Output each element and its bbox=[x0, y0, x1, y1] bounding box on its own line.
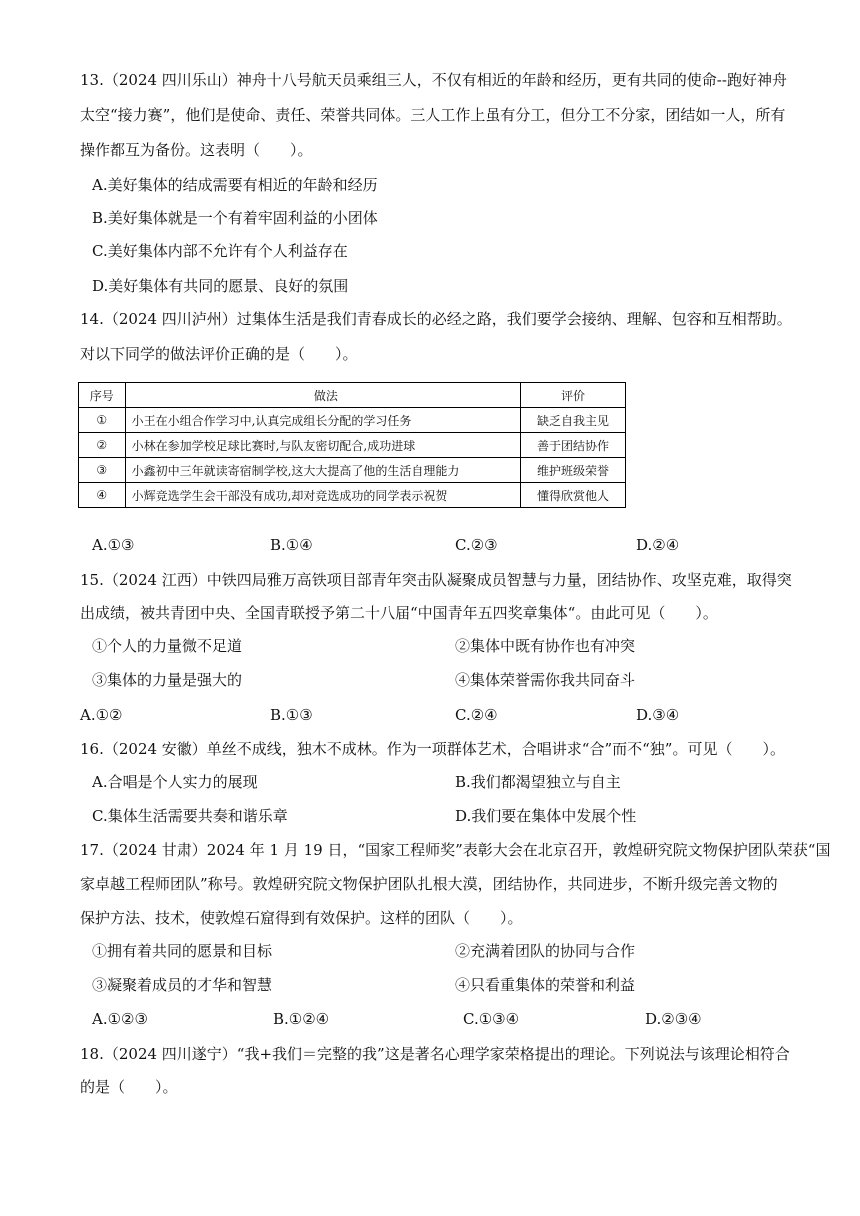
q13-stem-line-2: 太空“接力赛”，他们是使命、责任、荣誉共同体。三人工作上虽有分工，但分工不分家，团结如一人，所有 bbox=[80, 106, 786, 124]
table-cell-evaluation: 维护班级荣誉 bbox=[521, 458, 626, 483]
q16-option-d: D.我们要在集体中发展个性 bbox=[455, 807, 637, 825]
q15-statement-4: ④集体荣誉需你我共同奋斗 bbox=[455, 671, 636, 689]
q17-stem-line-3: 保护方法、技术，使敦煌石窟得到有效保护。这样的团队（ ）。 bbox=[80, 909, 523, 927]
q13-option-d: D.美好集体有共同的愿景、良好的氛围 bbox=[92, 277, 349, 295]
q16-option-c: C.集体生活需要共奏和谐乐章 bbox=[92, 807, 288, 825]
q15-option-a: A.①② bbox=[80, 706, 123, 724]
table-header-evaluation: 评价 bbox=[521, 383, 626, 408]
q17-statement-1: ①拥有着共同的愿景和目标 bbox=[92, 942, 273, 960]
table-cell-index: ③ bbox=[79, 458, 126, 483]
q16-option-b: B.我们都渴望独立与自主 bbox=[455, 773, 621, 791]
table-row bbox=[79, 408, 626, 433]
table-cell-evaluation: 懂得欣赏他人 bbox=[521, 483, 626, 508]
table-cell-index: ② bbox=[79, 433, 126, 458]
table-cell-action: 小林在参加学校足球比赛时,与队友密切配合,成功进球 bbox=[125, 433, 521, 458]
table-row bbox=[79, 458, 626, 483]
table-cell-action: 小辉竞选学生会干部没有成功,却对竞选成功的同学表示祝贺 bbox=[125, 483, 521, 508]
q14-option-b: B.①④ bbox=[270, 536, 313, 554]
table-cell-evaluation: 善于团结协作 bbox=[521, 433, 626, 458]
table-cell-index: ④ bbox=[79, 483, 126, 508]
table-cell-evaluation: 缺乏自我主见 bbox=[521, 408, 626, 433]
q17-statement-3: ③凝聚着成员的才华和智慧 bbox=[92, 976, 273, 994]
q16-stem-line-1: 16.（2024 安徽）单丝不成线，独木不成林。作为一项群体艺术，合唱讲求“合”而不“独”。可见（ ）。 bbox=[80, 740, 785, 758]
q13-stem-line-3: 操作都互为备份。这表明（ ）。 bbox=[80, 141, 313, 159]
table-header-row bbox=[79, 383, 626, 408]
q17-option-a: A.①②③ bbox=[92, 1010, 148, 1028]
q13-option-a: A.美好集体的结成需要有相近的年龄和经历 bbox=[92, 176, 378, 194]
table-header-action: 做法 bbox=[125, 383, 521, 408]
table-row bbox=[79, 483, 626, 508]
q15-option-b: B.①③ bbox=[270, 706, 313, 724]
q14-table bbox=[78, 382, 626, 508]
q13-stem-line-1: 13.（2024 四川乐山）神舟十八号航天员乘组三人，不仅有相近的年龄和经历，更有共同的使命--跑好神舟 bbox=[80, 71, 787, 89]
q14-option-d: D.②④ bbox=[636, 536, 680, 554]
q13-option-b: B.美好集体就是一个有着牢固利益的小团体 bbox=[92, 209, 378, 227]
q15-statement-2: ②集体中既有协作也有冲突 bbox=[455, 637, 636, 655]
q15-option-d: D.③④ bbox=[636, 706, 680, 724]
q14-option-a: A.①③ bbox=[92, 536, 135, 554]
q15-statement-1: ①个人的力量微不足道 bbox=[92, 637, 243, 655]
table-header-index: 序号 bbox=[79, 383, 126, 408]
q17-option-b: B.①②④ bbox=[273, 1010, 330, 1028]
q14-stem-line-2: 对以下同学的做法评价正确的是（ ）。 bbox=[80, 345, 358, 363]
q13-option-c: C.美好集体内部不允许有个人利益存在 bbox=[92, 242, 348, 260]
table-cell-index: ① bbox=[79, 408, 126, 433]
q17-option-d: D.②③④ bbox=[645, 1010, 702, 1028]
q15-stem-line-1: 15.（2024 江西）中铁四局雅万高铁项目部青年突击队凝聚成员智慧与力量，团结协作、攻坚克难，取得突 bbox=[80, 571, 792, 589]
q17-stem-line-1: 17.（2024 甘肃）2024 年 1 月 19 日，“国家工程师奖”表彰大会在北京召开，敦煌研究院文物保护团队荣获“国 bbox=[80, 841, 831, 859]
q16-option-a: A.合唱是个人实力的展现 bbox=[92, 773, 258, 791]
table-cell-action: 小王在小组合作学习中,认真完成组长分配的学习任务 bbox=[125, 408, 521, 433]
q17-option-c: C.①③④ bbox=[463, 1010, 520, 1028]
q15-option-c: C.②④ bbox=[455, 706, 498, 724]
q17-stem-line-2: 家卓越工程师团队”称号。敦煌研究院文物保护团队扎根大漠，团结协作，共同进步，不断升级完善文物的 bbox=[80, 875, 778, 893]
table-row bbox=[79, 433, 626, 458]
q18-stem-line-1: 18.（2024 四川遂宁）“我+我们＝完整的我”这是著名心理学家荣格提出的理论。下列说法与该理论相符合 bbox=[80, 1045, 790, 1063]
q15-stem-line-2: 出成绩，被共青团中央、全国青联授予第二十八届“中国青年五四奖章集体“。由此可见（ ）。 bbox=[80, 604, 718, 622]
q17-statement-4: ④只看重集体的荣誉和利益 bbox=[455, 976, 636, 994]
q14-stem-line-1: 14.（2024 四川泸州）过集体生活是我们青春成长的必经之路，我们要学会接纳、理解、包容和互相帮助。 bbox=[80, 310, 792, 328]
q14-option-c: C.②③ bbox=[455, 536, 498, 554]
q18-stem-line-2: 的是（ ）。 bbox=[80, 1078, 178, 1096]
q15-statement-3: ③集体的力量是强大的 bbox=[92, 671, 243, 689]
q17-statement-2: ②充满着团队的协同与合作 bbox=[455, 942, 636, 960]
table-cell-action: 小鑫初中三年就读寄宿制学校,这大大提高了他的生活自理能力 bbox=[125, 458, 521, 483]
